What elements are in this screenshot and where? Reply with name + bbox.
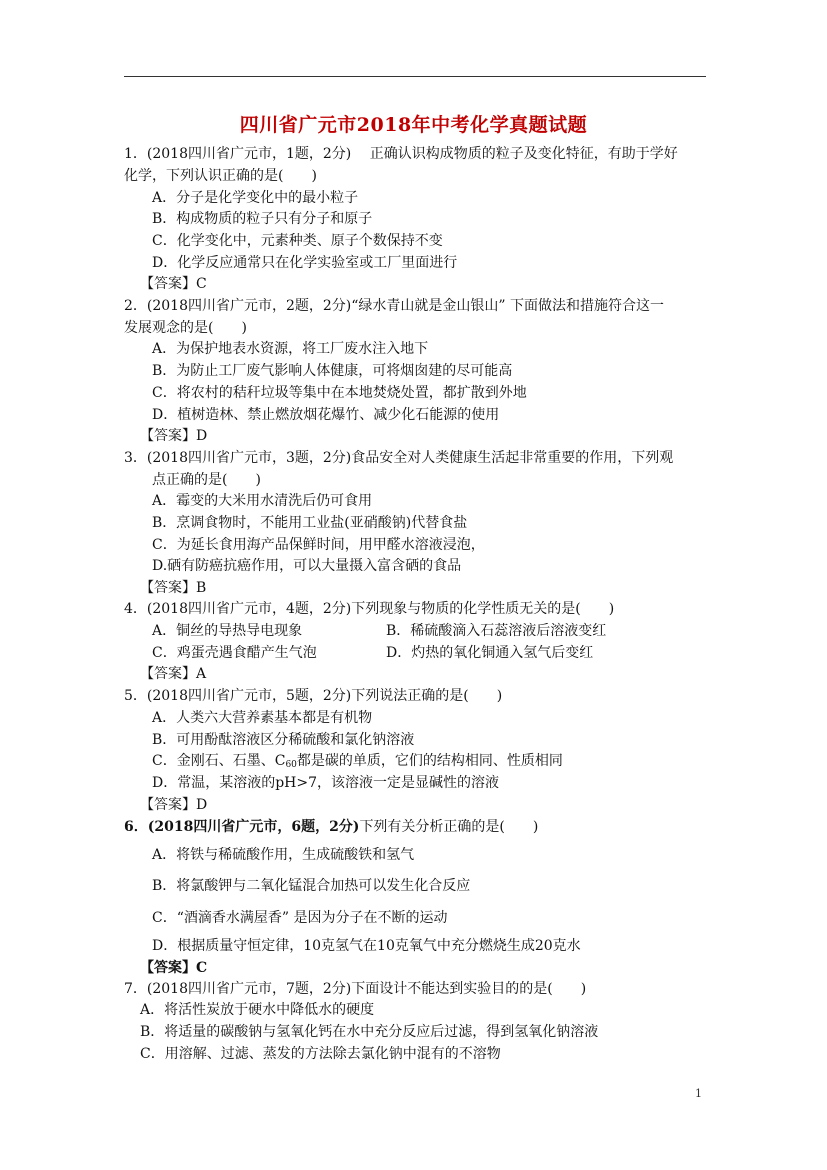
question-3-stem-cont: 点正确的是( ) bbox=[152, 472, 261, 488]
question-5-stem: 5．(2018四川省广元市，5题，2分)下列说法正确的是( ) bbox=[124, 688, 503, 704]
question-4-answer: 【答案】A bbox=[140, 666, 207, 682]
question-4-option-a: A．铜丝的导热导电现象 bbox=[152, 623, 303, 639]
question-3-option-a: A．霉变的大米用水清洗后仍可食用 bbox=[152, 493, 373, 509]
question-3-stem: 3．(2018四川省广元市，3题，2分)食品安全对人类健康生活起非常重要的作用，下列观 bbox=[124, 450, 674, 466]
question-4-stem: 4．(2018四川省广元市，4题，2分)下列现象与物质的化学性质无关的是( ) bbox=[124, 601, 615, 617]
question-4-option-c: C．鸡蛋壳遇食醋产生气泡 bbox=[152, 645, 317, 661]
question-1-stem: 1．(2018四川省广元市，1题，2分) 正确认识构成物质的粒子及变化特征，有助于学好 bbox=[124, 146, 678, 162]
question-2-option-a: A．为保护地表水资源，将工厂废水注入地下 bbox=[152, 341, 429, 357]
question-5-option-d: D．常温，某溶液的pH>7，该溶液一定是显碱性的溶液 bbox=[152, 775, 500, 791]
question-4-option-b: B．稀硫酸滴入石蕊溶液后溶液变红 bbox=[386, 623, 607, 639]
question-6-stem bbox=[124, 817, 538, 837]
question-1-answer: 【答案】C bbox=[140, 276, 207, 292]
question-1-option-b: B．构成物质的粒子只有分子和原子 bbox=[152, 211, 373, 227]
question-2-stem: 2．(2018四川省广元市，2题，2分)“绿水青山就是金山银山” 下面做法和措施符合这一 bbox=[124, 298, 665, 314]
question-5-option-b: B．可用酚酞溶液区分稀硫酸和氯化钠溶液 bbox=[152, 732, 415, 748]
question-2-answer: 【答案】D bbox=[140, 428, 208, 444]
question-6-answer: 【答案】C bbox=[140, 960, 208, 976]
question-5-option-a: A．人类六大营养素基本都是有机物 bbox=[152, 710, 373, 726]
question-6-text: 下列有关分析正确的是( ) bbox=[359, 819, 539, 835]
question-7-option-b: B．将适量的碳酸钠与氢氧化钙在水中充分反应后过滤，得到氢氧化钠溶液 bbox=[140, 1024, 599, 1040]
question-6-option-a: A．将铁与稀硫酸作用，生成硫酸铁和氢气 bbox=[152, 847, 415, 863]
question-1-option-d: D．化学反应通常只在化学实验室或工厂里面进行 bbox=[152, 255, 458, 271]
question-5-option-c-part2: 都是碳的单质，它们的结构相同、性质相同 bbox=[296, 753, 563, 769]
question-1-stem-cont: 化学，下列认识正确的是( ) bbox=[124, 168, 317, 184]
question-2-option-d: D．植树造林、禁止燃放烟花爆竹、减少化石能源的使用 bbox=[152, 407, 500, 423]
question-2-option-b: B．为防止工厂废气影响人体健康，可将烟囱建的尽可能高 bbox=[152, 363, 513, 379]
question-2-option-c: C．将农村的秸秆垃圾等集中在本地焚烧处置，都扩散到外地 bbox=[152, 385, 527, 401]
page-title: 四川省广元市2018年中考化学真题试题 bbox=[239, 114, 588, 136]
question-3-option-c: C．为延长食用海产品保鲜时间，用甲醛水溶液浸泡， bbox=[152, 537, 485, 553]
page-number: 1 bbox=[695, 1087, 702, 1100]
question-4-option-d: D．灼热的氧化铜通入氢气后变红 bbox=[386, 645, 594, 661]
question-6-option-d: D．根据质量守恒定律，10克氢气在10克氧气中充分燃烧生成20克水 bbox=[152, 938, 581, 954]
question-5-option-c-part1: C．金刚石、石墨、C bbox=[152, 753, 286, 769]
question-3-option-d: D.硒有防癌抗癌作用，可以大量摄入富含硒的食品 bbox=[152, 558, 462, 574]
header-rule bbox=[124, 76, 706, 77]
question-3-answer: 【答案】B bbox=[140, 580, 207, 596]
question-5-option-c bbox=[152, 751, 563, 775]
question-3-option-b: B．烹调食物时，不能用工业盐(亚硝酸钠)代替食盐 bbox=[152, 515, 468, 531]
question-6-option-b: B．将氯酸钾与二氧化锰混合加热可以发生化合反应 bbox=[152, 878, 471, 894]
question-7-option-c: C．用溶解、过滤、蒸发的方法除去氯化钠中混有的不溶物 bbox=[140, 1046, 501, 1062]
question-5-answer: 【答案】D bbox=[140, 797, 208, 813]
question-6-source: 6．(2018四川省广元市，6题，2分) bbox=[124, 819, 360, 835]
question-6-option-c: C．“酒滴香水满屋香” 是因为分子在不断的运动 bbox=[152, 910, 448, 926]
c60-subscript: 60 bbox=[285, 760, 297, 770]
question-1-option-c: C．化学变化中，元素种类、原子个数保持不变 bbox=[152, 233, 443, 249]
question-7-option-a: A．将活性炭放于硬水中降低水的硬度 bbox=[140, 1002, 375, 1018]
question-1-option-a: A．分子是化学变化中的最小粒子 bbox=[152, 190, 359, 206]
question-7-stem: 7．(2018四川省广元市，7题，2分)下面设计不能达到实验目的的是( ) bbox=[124, 981, 587, 997]
question-2-stem-cont: 发展观念的是( ) bbox=[124, 320, 247, 336]
